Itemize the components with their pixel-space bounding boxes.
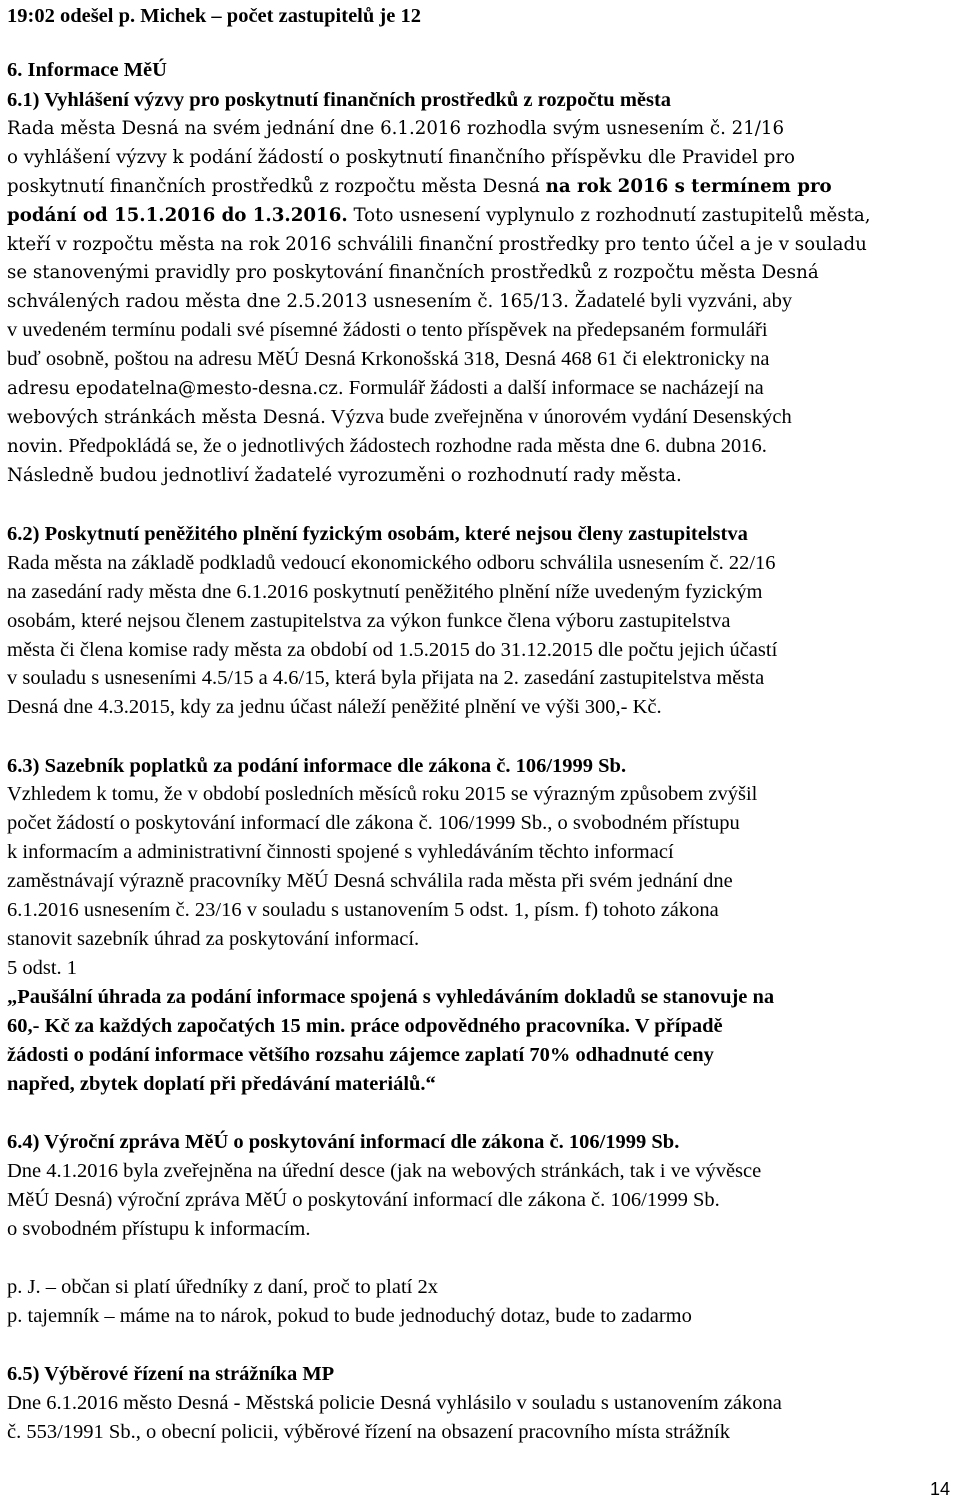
text-run: Dne 4.1.2016 byla zveřejněna na úřední desce (jak na webových stránkách, tak i ve vývěsce [7,1160,762,1182]
text-line [7,549,776,577]
text-line [7,172,832,201]
text-run: 60,- Kč za každých započatých 15 min. práce odpovědného pracovníka. V případě [7,1015,723,1037]
text-run: na rok 2016 s termínem pro [545,176,832,197]
text-line [7,578,762,606]
text-line [7,1157,761,1185]
text-line [7,403,792,432]
text-line [7,1012,723,1040]
text-line [7,114,784,143]
text-line [7,1302,692,1330]
text-line [7,287,792,316]
text-line [7,1070,436,1098]
text-run: schválených radou města dne 2.5.2013 usnesením č. 165/13. [7,291,575,312]
text-run: kteří v rozpočtu města na rok 2016 schválili finanční prostředky pro tento účel a je v souladu [7,234,867,255]
text-line [7,780,757,808]
text-run: o vyhlášení výzvy k podání žádostí o poskytnutí finančního příspěvku dle Pravidel pro [7,147,795,168]
text-run: 6.3) Sazebník poplatků za podání informace dle zákona č. 106/1999 Sb. [7,755,627,777]
text-run: č. 553/1991 Sb., o obecní policii, výběrové řízení na obsazení pracovního místa strážník [7,1421,731,1443]
text-run: webových stránkách města Desná. [7,407,326,428]
text-line [7,954,77,982]
text-line [7,1418,730,1446]
text-run: Toto usnesení vyplynulo z rozhodnutí zastupitelů města, [347,205,871,226]
text-run: se stanovenými pravidly pro poskytování finančních prostředků z rozpočtu města Desná [7,262,819,283]
text-line [7,1186,720,1214]
text-line [7,201,871,230]
text-run: 19:02 odešel p. Michek – počet zastupitelů je 12 [7,5,421,27]
text-line [7,345,769,373]
text-run: na zasedání rady města dne 6.1.2016 poskytnutí peněžitého plnění níže uvedeným fyzickým [7,581,763,603]
text-run: 6.5) Výběrové řízení na strážníka MP [7,1363,335,1385]
text-run: 5 odst. 1 [7,957,78,979]
text-run: adresu epodatelna@mesto-desna.cz. [7,378,344,399]
text-line [7,1360,334,1388]
text-run: 6.2) Poskytnutí peněžitého plnění fyzickým osobám, které nejsou členy zastupitelstva [7,523,748,545]
text-line [7,983,774,1011]
text-line [7,374,764,403]
text-line [7,461,682,490]
text-run: osobám, které nejsou členem zastupitelstva za výkon funkce člena výboru zastupitelstva [7,610,731,632]
text-line [7,867,733,895]
text-line [7,752,626,780]
text-run: v souladu s usneseními 4.5/15 a 4.6/15, která byla přijata na 2. zasedání zastupitelstva města [7,667,765,689]
text-run: p. J. – občan si platí úředníky z daní, proč to platí 2x [7,1276,438,1298]
text-line [7,230,867,259]
text-line [7,607,731,635]
text-line [7,693,662,721]
text-run: p. tajemník – máme na to nárok, pokud to bude jednoduchý dotaz, bude to zadarmo [7,1305,692,1327]
text-run: Předpokládá se, že o jednotlivých žádostech rozhodne rada města dne 6. dubna 2016. [63,435,767,457]
text-run: k informacím a administrativní činnosti spojené s vyhledáváním těchto informací [7,841,674,863]
text-run: Žadatelé byli vyzváni, aby [574,290,793,312]
text-run: Formulář žádosti a další informace se nacházejí na [343,377,764,399]
text-line [7,432,767,461]
text-run: počet žádostí o poskytování informací dle zákona č. 106/1999 Sb., o svobodném přístupu [7,812,740,834]
text-run: buď osobně, poštou na adresu MěÚ Desná Krkonošská 318, Desná 468 61 či elektronicky na [7,348,770,370]
text-line [7,1215,310,1243]
text-run: 6. Informace MěÚ [7,59,167,81]
text-run: MěÚ Desná) výroční zpráva MěÚ o poskytování informací dle zákona č. 106/1999 Sb. [7,1189,720,1211]
text-run: v uvedeném termínu podali své písemné žádosti o tento příspěvek na předepsaném formuláři [7,319,768,341]
text-line [7,258,819,287]
text-line [7,838,674,866]
text-line [7,143,795,172]
text-run: stanovit sazebník úhrad za poskytování informací. [7,928,420,950]
text-run: Následně budou jednotliví žadatelé vyrozuměni o rozhodnutí rady města. [7,465,682,486]
text-line [7,520,748,548]
text-run: Rada města na základě podkladů vedoucí ekonomického odboru schválila usnesením č. 22/16 [7,552,776,574]
text-run: Výzva bude zveřejněna v únorovém vydání Desenských [325,406,792,428]
text-run: Dne 6.1.2016 město Desná - Městská policie Desná vyhlásilo v souladu s ustanovením zákona [7,1392,782,1414]
text-run: 6.1) Vyhlášení výzvy pro poskytnutí finančních prostředků z rozpočtu města [7,89,672,111]
text-run: podání od 15.1.2016 do 1.3.2016. [7,205,348,226]
text-line [7,896,719,924]
text-run: poskytnutí finančních prostředků z rozpočtu města Desná [7,176,546,197]
text-run: Vzhledem k tomu, že v období posledních měsíců roku 2015 se výrazným způsobem zvýšil [7,783,758,805]
text-run: napřed, zbytek doplatí při předávání materiálů.“ [7,1073,436,1095]
text-run: 6.1.2016 usnesením č. 23/16 v souladu s ustanovením 5 odst. 1, písm. f) tohoto zákona [7,899,719,921]
text-line [7,1041,714,1069]
page-number: 14 [930,1479,951,1499]
text-run: 6.4) Výroční zpráva MěÚ o poskytování informací dle zákona č. 106/1999 Sb. [7,1131,680,1153]
text-run: novin. [7,436,64,457]
text-line [7,636,777,664]
text-line [7,925,419,953]
text-run: o svobodném přístupu k informacím. [7,1218,311,1240]
text-run: žádosti o podání informace většího rozsahu zájemce zaplatí 70% odhadnuté ceny [7,1044,714,1066]
text-line [7,316,768,344]
text-line [7,1389,782,1417]
text-line [7,809,740,837]
text-line [7,664,764,692]
text-run: „Paušální úhrada za podání informace spojená s vyhledáváním dokladů se stanovuje na [7,986,775,1008]
text-line [7,1273,438,1301]
text-run: Desná dne 4.3.2015, kdy za jednu účast náleží peněžité plnění ve výši 300,- Kč. [7,696,662,718]
text-line [7,86,671,114]
text-line [7,1128,679,1156]
text-run: města či člena komise rady města za období od 1.5.2015 do 31.12.2015 dle počtu jejich účastí [7,639,778,661]
text-line [7,2,421,30]
text-run: zaměstnávají výrazně pracovníky MěÚ Desná schválila rada města při svém jednání dne [7,870,733,892]
text-run: Rada města Desná na svém jednání dne 6.1.2016 rozhodla svým usnesením č. 21/16 [7,118,785,139]
text-line [7,56,167,84]
